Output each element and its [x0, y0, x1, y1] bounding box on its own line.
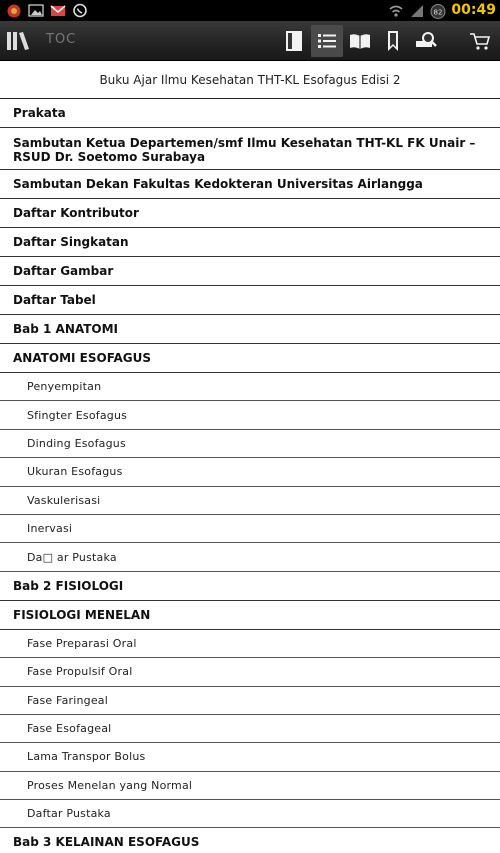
toc-chapter[interactable]: Bab 1 ANATOMI: [0, 315, 500, 344]
bookmark-button[interactable]: [377, 25, 409, 57]
action-bar: [0, 21, 500, 61]
toc-item[interactable]: Daftar Gambar: [0, 257, 500, 286]
toc-subsection[interactable]: Inervasi: [0, 515, 500, 543]
signal-icon: [409, 3, 425, 18]
toc-content: [0, 62, 500, 853]
cart-icon: [469, 31, 491, 51]
toc-item[interactable]: Daftar Tabel: [0, 286, 500, 315]
bookmark-icon: [385, 30, 401, 52]
cart-button[interactable]: [464, 25, 496, 57]
cover-view-button[interactable]: [278, 25, 310, 57]
toc-subsection[interactable]: Vaskulerisasi: [0, 487, 500, 515]
search-button[interactable]: [410, 25, 442, 57]
status-bar: [0, 0, 500, 21]
system-icons: [388, 2, 496, 19]
toc-subsection[interactable]: Proses Menelan yang Normal: [0, 772, 500, 800]
book-cover-icon: [284, 30, 304, 52]
app-notification-icon: [6, 3, 22, 18]
toc-subsection[interactable]: Fase Propulsif Oral: [0, 658, 500, 686]
whatsapp-icon: [72, 3, 88, 18]
toc-subsection[interactable]: Sfingter Esofagus: [0, 401, 500, 429]
book-title: Buku Ajar Ilmu Kesehatan THT-KL Esofagus Edisi 2: [0, 62, 500, 99]
toc-subsection[interactable]: Daftar Pustaka: [0, 800, 500, 828]
screen-title: TOC: [46, 32, 77, 47]
toc-subsection[interactable]: Penyempitan: [0, 373, 500, 401]
search-book-icon: [414, 31, 438, 51]
battery-icon: [430, 3, 446, 18]
reader-button[interactable]: [344, 25, 376, 57]
clock: 00:49: [451, 2, 496, 18]
wifi-icon: [388, 3, 404, 18]
open-book-icon: [349, 32, 371, 50]
list-icon: [317, 32, 337, 50]
toc-item[interactable]: Daftar Kontributor: [0, 199, 500, 228]
toc-item[interactable]: Prakata: [0, 99, 500, 128]
toc-subsection[interactable]: Lama Transpor Bolus: [0, 743, 500, 771]
toc-subsection[interactable]: Fase Faringeal: [0, 687, 500, 715]
toc-list-button[interactable]: [311, 25, 343, 57]
bookshelf-logo-icon[interactable]: [6, 29, 32, 53]
toc-chapter[interactable]: Bab 3 KELAINAN ESOFAGUS: [0, 828, 500, 853]
toc-subsection[interactable]: Da□ ar Pustaka: [0, 543, 500, 571]
toc-subsection[interactable]: Dinding Esofagus: [0, 430, 500, 458]
toc-item[interactable]: Daftar Singkatan: [0, 228, 500, 257]
toc-section[interactable]: ANATOMI ESOFAGUS: [0, 344, 500, 373]
image-icon: [28, 3, 44, 18]
gmail-icon: [50, 3, 66, 18]
toc-subsection[interactable]: Ukuran Esofagus: [0, 458, 500, 486]
toc-chapter[interactable]: Bab 2 FISIOLOGI: [0, 572, 500, 601]
toc-item[interactable]: Sambutan Dekan Fakultas Kedokteran Universitas Airlangga: [0, 170, 500, 199]
toc-section[interactable]: FISIOLOGI MENELAN: [0, 601, 500, 630]
notification-icons: [6, 3, 88, 18]
svg-text:82: 82: [433, 8, 443, 17]
toc-subsection[interactable]: Fase Preparasi Oral: [0, 630, 500, 658]
toc-subsection[interactable]: Fase Esofageal: [0, 715, 500, 743]
toc-item[interactable]: Sambutan Ketua Departemen/smf Ilmu Kesehatan THT-KL FK Unair – RSUD Dr. Soetomo Surabaya: [0, 128, 500, 170]
